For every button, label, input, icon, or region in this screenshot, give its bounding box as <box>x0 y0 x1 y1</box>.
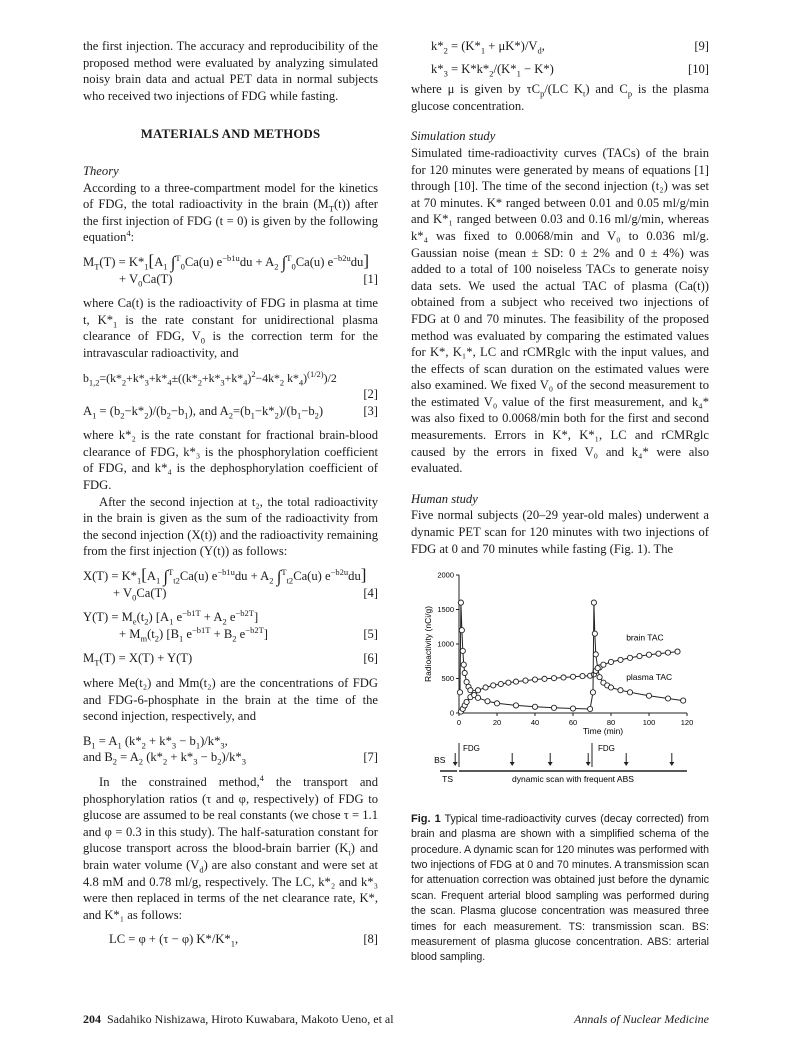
equation-6-number: [6] <box>363 651 378 666</box>
theory-paragraph-1: According to a three-compartment model for the kinetics of FDG, the total radioactivity in the brain $(M_T(t))$ after the first injection of FDG (t = 0) is given by the following equation$^4$: <box>83 180 378 245</box>
data-point <box>681 698 686 703</box>
equation-8: LC = φ + (τ − φ) $K*/K*_1$, [8] <box>109 932 378 949</box>
schema-bs-arrowhead <box>548 762 553 766</box>
figure-caption: Fig. 1 Typical time-radioactivity curves (decay corrected) from brain and plasma are shown with a simplified schema of the procedure. A dynamic scan for 120 minutes was performed with two injections of FDG at 0 and 70 minutes. A transmission scan for attenuation correction was obtained just before the dynamic scan. Frequent arterial blood sampling was performed during the scan. Plasma glucose concentration was measured three times for each measurement. TS: transmission scan. BS: measurement of plasma glucose concentration. ABS: arterial blood sampling. <box>411 812 709 964</box>
equation-3-number: [3] <box>363 403 378 418</box>
simulation-heading: Simulation study <box>411 129 496 144</box>
annotation-brain-tac: brain TAC <box>626 632 664 643</box>
equation-10-number: [10] <box>688 61 709 76</box>
figure-label: Fig. 1 <box>411 812 441 825</box>
x-tick-label: 60 <box>568 718 578 728</box>
data-point <box>592 631 597 636</box>
data-point <box>561 675 566 680</box>
schema-fdg-label-1: FDG <box>463 744 480 754</box>
equation-8-number: [8] <box>363 932 378 947</box>
schema-ts-label: TS <box>442 774 454 785</box>
equation-1-number: [1] <box>363 271 378 286</box>
equation-7b: and $B_2 = A_2$ $(k*_2 + k*_3 - b_2)/k*_3$ [7] <box>83 750 378 767</box>
right-column <box>411 38 709 966</box>
theory-heading: Theory <box>83 163 119 178</box>
data-point <box>551 676 556 681</box>
data-point <box>637 654 642 659</box>
data-point <box>593 652 598 657</box>
data-point <box>498 682 503 687</box>
x-tick-label: 20 <box>492 718 502 728</box>
data-point <box>551 705 556 710</box>
equation-9: $k*_2 = (K*_1 + \mu K*)/V_d$, [9] <box>431 39 709 56</box>
data-point <box>570 674 575 679</box>
data-point <box>595 666 600 671</box>
data-point <box>570 706 575 711</box>
data-point <box>462 671 467 676</box>
data-point <box>532 704 537 709</box>
y-tick-label: 0 <box>449 708 454 718</box>
data-point <box>459 628 464 633</box>
data-point <box>591 600 596 605</box>
data-point <box>597 675 602 680</box>
data-point <box>580 674 585 679</box>
data-point <box>675 649 680 654</box>
chart-series <box>457 600 685 714</box>
schema-bs-arrowhead <box>669 762 674 766</box>
theory-paragraph-4: After the second injection at t₂, the total radioactivity in the brain is given as the sum of the radioactivity from the second injection (X(t)) and the radioactivity remaining from the first injection (Y(t)) as follows: <box>83 494 378 559</box>
authors: Sadahiko Nishizawa, Hiroto Kuwabara, Makoto Ueno, et al <box>107 1012 394 1026</box>
equation-3: $A_1 = (b_2-k*_2)/(b_2-b_1)$, and $A_2=(b_1-k*_2)/(b_1-b_2)$ [3] <box>83 403 378 421</box>
equation-10: $k*_3 = K*k*_2/(K*_1 - K*)$ [10] <box>431 61 709 79</box>
equation-1: $M_T(T) = K*_1[A_1$ ∫$^T_0$Ca(u) $e^{-b1u}du + A_2$ ∫$^T_0$Ca(u) $e^{-b2u}du$] <box>83 250 369 272</box>
theory-paragraph-2: where Ca(t) is the radioactivity of FDG in plasma at time t, $K*_1$ is the rate constant for unidirectional plasma clearance of FDG, $V_0$ is the correction term for the intravascular radioactivity, and <box>83 296 378 360</box>
data-point <box>542 676 547 681</box>
data-point <box>618 688 623 693</box>
tac-figure <box>411 565 709 805</box>
equation-4: $X(T) = K*_1[A_1$ ∫$^T_{t2}$Ca(u) $e^{-b1u}du + A_2$ ∫$^T_{t2}$Ca(u) $e^{-b2u}du$] <box>83 565 367 587</box>
schema-bs-label: BS <box>434 755 446 766</box>
schema-scan-label: dynamic scan with frequent ABS <box>512 774 634 785</box>
page-footer <box>83 1012 709 1027</box>
data-point <box>665 650 670 655</box>
y-tick-label: 1000 <box>437 639 454 649</box>
data-point <box>532 677 537 682</box>
data-point <box>483 685 488 690</box>
data-point <box>608 685 613 690</box>
schema-bs-arrowhead <box>624 762 629 766</box>
data-point <box>618 657 623 662</box>
y-tick-label: 2000 <box>437 570 454 580</box>
y-axis-label: Radioactivity (nCi/g) <box>423 606 433 683</box>
simulation-paragraph: Simulated time-radioactivity curves (TACs) of the brain for 120 minutes were generated by means of equations [1] through [10]. The time of the second injection (t₂) was set at 70 minutes. K* ranged between 0.01 and 0.05 ml/g/min and K*₁ ranged between 0.03 and 0.16 ml/g/min, whereas k*₄ was fixed to 0.0068/min and V₀ to 0.036 ml/g. Gaussian noise (mean ± SD: 0 ± 2% and 0 ± 4%) was added to a total of 100 noiseless TACs to generate noisy data sets. We used the actual TAC of plasma (Ca(t)) obtained from a subject who received two injections of FDG at 0 and 70 minutes. The feasibility of the proposed method was evaluated by comparing the estimated values for K*, K₁*, LC and rCMRglc with the input values, and the effects of scan duration on the estimated values were also examined. We fixed V₀ of the second measurement to the estimated V₀ value of the first measurement, and k₄* was also fixed to 0.0068/min both for the first and second measurements. Errors in K*, K*₁, LC and rCMRglc caused by the errors in fixed V₀ and k₄* were also evaluated. <box>411 145 709 476</box>
data-point <box>491 683 496 688</box>
data-point <box>513 703 518 708</box>
journal-name: Annals of Nuclear Medicine <box>574 1012 709 1026</box>
x-tick-label: 0 <box>456 718 462 728</box>
data-point <box>590 690 595 695</box>
data-point <box>475 688 480 693</box>
equation-6: $M_T(T) = X(T) + Y(T)$ [6] <box>83 651 378 668</box>
procedure-schema <box>434 743 687 784</box>
y-tick-label: 1500 <box>437 605 454 615</box>
equation-2: $b_{1,2}=(k*_2+k*_3+k*_4\pm((k*_2+k*_3+k*_4)^2-4k*_2$ $k*_4)^{(1/2)})/2$ <box>83 368 337 387</box>
data-point <box>460 649 465 654</box>
data-point <box>601 662 606 667</box>
x-tick-label: 120 <box>680 718 694 728</box>
equation-2-number: [2] <box>363 387 378 402</box>
mu-definition: where μ is given by $\tau C_p/(LC$ $K_t$) and $C_p$ is the plasma glucose concentration. <box>411 82 709 113</box>
annotation-plasma-tac: plasma TAC <box>626 672 673 683</box>
schema-bs-arrowhead <box>586 762 591 766</box>
page-number: 204 <box>83 1012 101 1026</box>
human-heading: Human study <box>411 491 478 506</box>
data-point <box>458 600 463 605</box>
x-tick-label: 40 <box>530 718 540 728</box>
data-point <box>656 651 661 656</box>
left-column: the first injection. The accuracy and reproducibility of the proposed method were evaluated by analyzing simulated noisy brain data and actual PET data in normal subjects who received two injections of FDG while fasting. MATERIALS AND METHODS Theory According to a three-compartment model for the kinetics of FDG, the total radioactivity in the brain $(M_T(t))$ after the first injection of FDG (t = 0) is given by the following equation$^4$: $M_T(T) = K*_1[A_1$ ∫$^T_0$Ca(u) $e^{-b1u}du + A_2$ ∫$^T_0$Ca(u) $e^{-b2u}du$] + $V_0Ca(T)$ [1] where Ca(t) is the radioactivity of FDG in plasma at time t, $K*_1$ is the rate constant for unidirectional plasma clearance of FDG, $V_0$ is the correction term for the intravascular radioactivity, and $b_{1,2}=(k*_2+k*_3+k*_4\pm((k*_2+k*_3+k*_4)^2-4k*_2$ $k*_4)^{(1/2)})/2$ [2] $A_1 = (b_2-k*_2)/(b_2-b_1)$, and $A_2=(b_1-k*_2)/(b_1-b_2)$ [3] where k*₂ is the rate constant for fractional brain-blood clearance of FDG, k*₃ is the phosphorylation coefficient of FDG, and k*₄ is the dephosphorylation coefficient of FDG. After the second injection at t₂, the total radioactivity in the brain is given as the sum of the radioactivity from the second injection (X(t)) and the radioactivity remaining from the first injection (Y(t)) as follows: $X(T) = K*_1[A_1$ ∫$^T_{t2}$Ca(u) $e^{-b1u}du + A_2$ ∫$^T_{t2}$Ca(u) $e^{-b2u}du$] + $V_0Ca(T)$ [4] $Y(T) = M_e(t_2)$ [$A_1$ $e^{-b1T} + A_2$ $e^{-b2T}$] + $M_m(t_2)$ [$B_1$ $e^{-b1T} + B_2$ $e^{-b2T}$] [5] $M_T(T) = X(T) + Y(T)$ [6] where Me(t₂) and Mm(t₂) are the concentrations of FDG and FDG-6-phosphate in the brain at the time of the second injection, respectively, and $B_1 = A_1$ $(k*_2 + k*_3 - b_1)/k*_3$, and $B_2 = A_2$ $(k*_2 + k*_3 - b_2)/k*_3$ [7] In the constrained method,$^4$ the transport and phosphorylation ratios (τ and φ, respectively) of FDG to glucose are assumed to be real constants (we chose τ = 1.1 and φ = 0.3 in this study). The half-saturation constant for glucose transport across the blood-brain barrier $(K_t)$ and brain water volume $(V_d)$ are also constant and were set at 4.8 mM and 0.78 ml/g, respectively. The LC, k*₂ and k*₃ were then replaced in terms of the net clearance rate, K*, and K*₁ as follows: LC = φ + (τ − φ) $K*/K*_1$, [8] <box>83 39 379 949</box>
data-point <box>468 688 473 693</box>
theory-paragraph-3: where k*₂ is the rate constant for fractional brain-blood clearance of FDG, k*₃ is the phosphorylation coefficient of FDG, and k*₄ is the dephosphorylation coefficient of FDG. <box>83 428 378 493</box>
data-point <box>513 679 518 684</box>
data-point <box>464 700 469 705</box>
data-point <box>523 678 528 683</box>
data-point <box>627 655 632 660</box>
theory-paragraph-6: In the constrained method,$^4$ the transport and phosphorylation ratios (τ and φ, respectively) of FDG to glucose are assumed to be real constants (we chose τ = 1.1 and φ = 0.3 in this study). The half-saturation constant for glucose transport across the blood-brain barrier $(K_t)$ and brain water volume $(V_d)$ are also constant and were set at 4.8 mM and 0.78 ml/g, respectively. The LC, k*₂ and k*₃ were then replaced in terms of the net clearance rate, K*, and K*₁ as follows: <box>83 772 379 922</box>
equation-7-number: [7] <box>363 750 378 765</box>
x-axis-label: Time (min) <box>582 726 624 737</box>
equation-4-number: [4] <box>363 585 378 600</box>
equation-9-number: [9] <box>694 39 709 53</box>
data-point <box>475 695 480 700</box>
data-point <box>646 693 651 698</box>
data-point <box>506 680 511 685</box>
data-point <box>494 701 499 706</box>
x-tick-label: 100 <box>642 718 656 728</box>
x-tick-label: 80 <box>606 718 616 728</box>
data-point <box>461 662 466 667</box>
equation-5-number: [5] <box>363 626 378 641</box>
data-point <box>646 652 651 657</box>
equation-5: $Y(T) = M_e(t_2)$ [$A_1$ $e^{-b1T} + A_2$ $e^{-b2T}$] <box>83 608 259 627</box>
data-point <box>457 690 462 695</box>
data-point <box>665 696 670 701</box>
data-point <box>627 690 632 695</box>
y-tick-label: 500 <box>441 674 454 684</box>
schema-bs-arrowhead <box>510 762 515 766</box>
data-point <box>608 660 613 665</box>
intro-paragraph: the first injection. The accuracy and reproducibility of the proposed method were evaluated by analyzing simulated noisy brain data and actual PET data in normal subjects who received two injections of FDG while fasting. <box>83 39 378 103</box>
equation-7a: $B_1 = A_1$ $(k*_2 + k*_3 - b_1)/k*_3$, <box>83 733 228 751</box>
data-point <box>485 699 490 704</box>
section-heading: MATERIALS AND METHODS <box>140 127 321 142</box>
data-point <box>588 707 593 712</box>
human-paragraph: Five normal subjects (20–29 year-old males) underwent a dynamic PET scan for 120 minutes with two injections of FDG at 0 and 70 minutes while fasting (Fig. 1). The <box>411 508 709 556</box>
schema-bs-arrowhead <box>453 762 458 766</box>
theory-paragraph-5: where Me(t₂) and Mm(t₂) are the concentrations of FDG and FDG-6-phosphate in the brain at the time of the second injection, respectively, and <box>83 676 378 724</box>
schema-fdg-label-2: FDG <box>598 744 615 754</box>
